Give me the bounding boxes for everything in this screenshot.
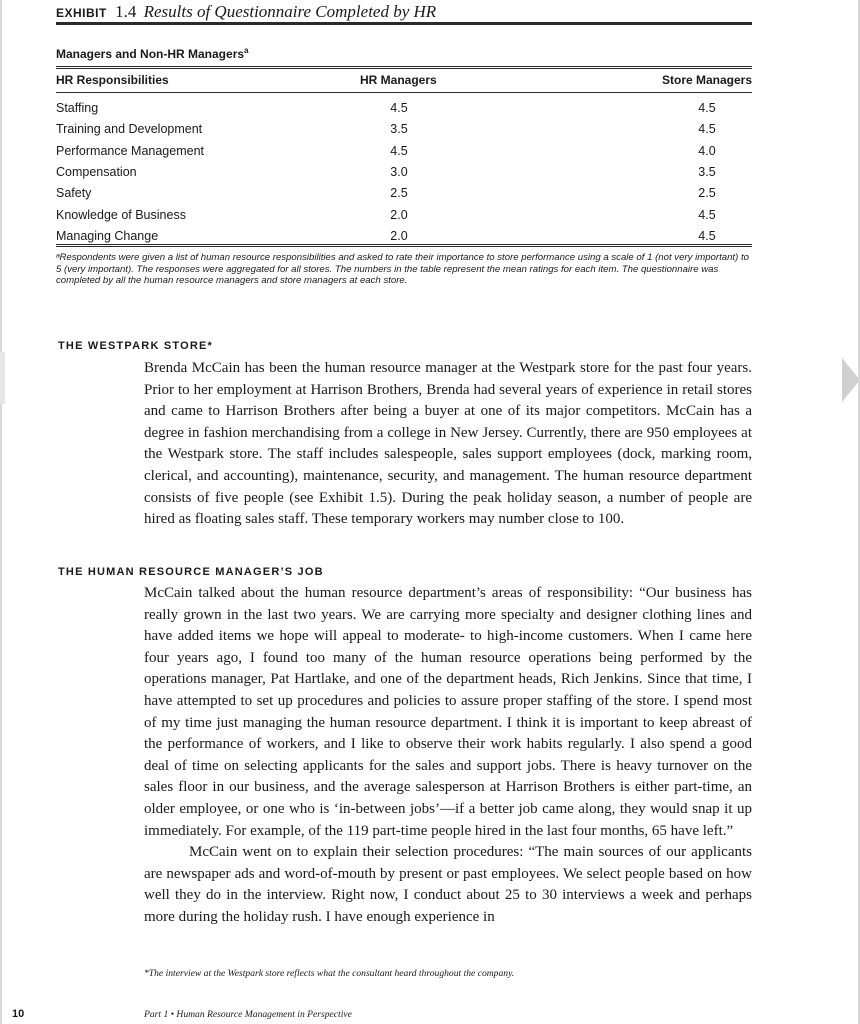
table-row-label: Training and Development bbox=[56, 122, 203, 137]
table-row-label: Performance Management bbox=[56, 143, 204, 158]
exhibit-number: 1.4 bbox=[115, 2, 137, 21]
paragraph: McCain went on to explain their selection procedures: “The main sources of our applicants are newspaper ads and word-of-mouth by present or past employees. We select people based on how well they do in the interview. Right now, I conduct about 25 to 30 interviews a week and perhaps more during the holiday rush. I have enough experience in bbox=[144, 844, 752, 925]
table-top-rule-2 bbox=[56, 68, 752, 69]
table-cell-hr-managers: 4.5 bbox=[390, 143, 408, 158]
table-cell-hr-managers: 2.5 bbox=[390, 186, 408, 201]
exhibit-title bbox=[56, 2, 752, 22]
paragraph: Brenda McCain has been the human resource manager at the Westpark store for the past four years. Prior to her employment at Harrison Brothers, Brenda had several years of experience in retail stores and came to Harrison Brothers after being a buyer at one of its major competitors. McCain has a degree in fashion merchandising from a college in New Jersey. Currently, there are 950 employees at the Westpark store. The staff includes salespeople, sales support employees (dock, marking room, clerical, and accounting), maintenance, security, and management. The human resource department consists of five people (see Exhibit 1.5). During the peak holiday season, a number of people are hired as floating sales staff. These temporary workers may number close to 100. bbox=[144, 360, 752, 528]
table-row-label: Compensation bbox=[56, 164, 137, 179]
table-footnote: ᵃRespondents were given a list of human resource responsibilities and asked to rate their importance to store performance using a scale of 1 (not very important) to 5 (very important). The responses were aggregated for all stores. The numbers in the table represent the mean ratings for each item. The questionnaire was completed by all the human resource managers and store managers at each store. bbox=[56, 252, 749, 286]
table-group-title: Managers and Non-HR Managers$^a$ bbox=[56, 46, 249, 61]
table-header-rule bbox=[56, 92, 752, 93]
page-footnote: *The interview at the Westpark store reflects what the consultant heard throughout the company. bbox=[144, 968, 515, 979]
section-heading-hr-manager-job: THE HUMAN RESOURCE MANAGER’S JOB bbox=[58, 566, 324, 578]
page-number: 10 bbox=[12, 1008, 25, 1020]
table-cell-store-managers: 4.5 bbox=[698, 207, 716, 222]
running-footer: Part 1 • Human Resource Management in Perspective bbox=[144, 1009, 352, 1020]
exhibit-label: EXHIBIT bbox=[56, 6, 107, 20]
table-cell-store-managers: 4.5 bbox=[698, 228, 716, 243]
table-cell-hr-managers: 2.0 bbox=[390, 228, 408, 243]
table-row-label: Knowledge of Business bbox=[56, 207, 186, 222]
table-cell-store-managers: 4.5 bbox=[698, 122, 716, 137]
table-cell-hr-managers: 3.0 bbox=[390, 164, 408, 179]
table-cell-store-managers: 4.0 bbox=[698, 143, 716, 158]
table-row-label: Staffing bbox=[56, 101, 99, 115]
table-cell-hr-managers: 3.5 bbox=[390, 122, 408, 137]
table-row-label: Managing Change bbox=[56, 228, 159, 243]
table-cell-store-managers: 4.5 bbox=[698, 101, 716, 115]
table-row-label: Safety bbox=[56, 186, 92, 201]
section-heading-westpark: THE WESTPARK STORE* bbox=[58, 340, 214, 352]
table-cell-store-managers: 3.5 bbox=[698, 164, 716, 179]
column-header-responsibilities: HR Responsibilities bbox=[56, 73, 169, 87]
table-cell-store-managers: 2.5 bbox=[698, 186, 716, 201]
table-bottom-rule bbox=[56, 244, 752, 245]
section-westpark-body bbox=[144, 358, 752, 531]
column-header-hr-managers: HR Managers bbox=[360, 73, 437, 87]
table-top-rule bbox=[56, 66, 752, 67]
title-rule bbox=[56, 22, 752, 25]
exhibit-caption: Results of Questionnaire Completed by HR bbox=[143, 2, 437, 21]
previous-page-arrow-icon[interactable] bbox=[0, 352, 5, 404]
column-header-store-managers: Store Managers bbox=[662, 73, 753, 87]
table-cell-hr-managers: 4.5 bbox=[390, 101, 408, 115]
paragraph: McCain talked about the human resource department’s areas of responsibility: “Our business has really grown in the last two years. We are carrying more specialty and designer clothing lines and have added items we hope will appeal to moderate- to high-income customers. When I came here four years ago, I found too many of the human resource operations being performed by the operations manager, Pat Hartlake, and one of the department heads, Rich Jenkins. Since that time, I have attempted to set up procedures and policies to assure proper staffing of the store. I spend most of my time just managing the human resource department. I think it is important to keep abreast of the performance of workers, and I like to observe their work habits regularly. I also spend a good deal of time on selecting applicants for the sales and support jobs. There is heavy turnover on the sales floor in our business, and the average salesperson at Harrison Brothers is either part-time, an older employee, or one who is ‘in-between jobs’—if a better job came along, they would snap it up immediately. For example, of the 119 part-time people hired in the last four months, 65 have left.” bbox=[144, 585, 752, 839]
table-bottom-rule-2 bbox=[56, 246, 752, 247]
next-page-arrow-icon[interactable] bbox=[842, 358, 860, 402]
viewer-left-edge bbox=[0, 0, 2, 1024]
section-hr-manager-body bbox=[144, 583, 752, 929]
table-cell-hr-managers: 2.0 bbox=[390, 207, 408, 222]
